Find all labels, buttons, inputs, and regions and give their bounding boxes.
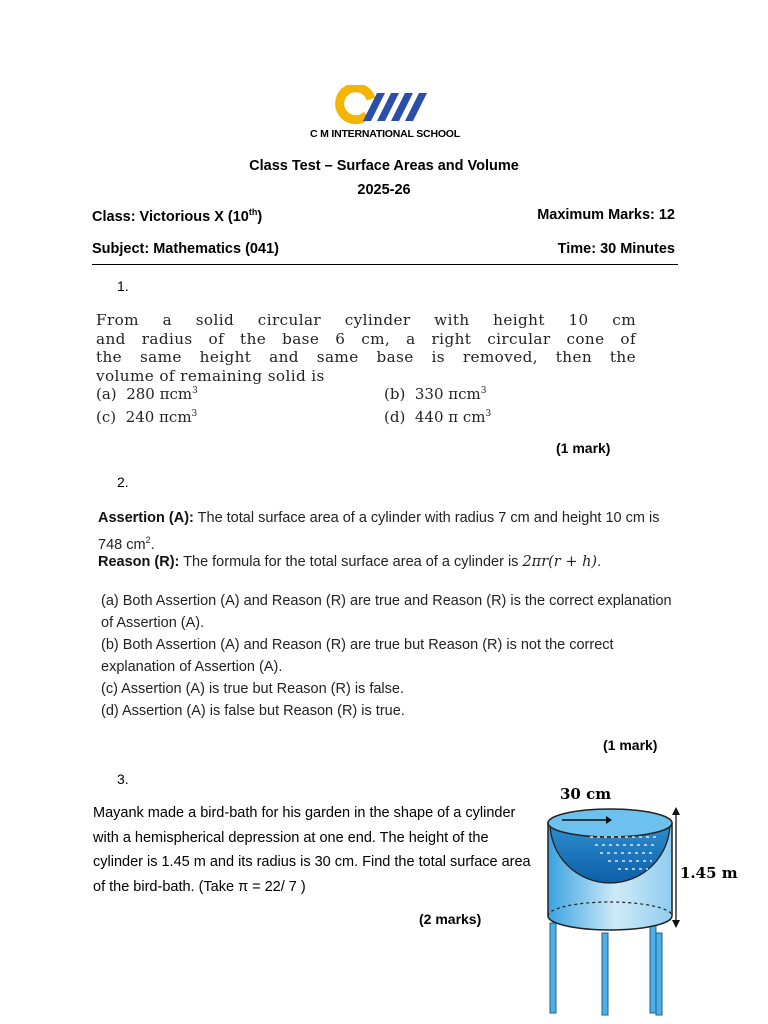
question-1-option-d: (d) 440 π $cm^3$ xyxy=(384,408,492,426)
question-3-text: Mayank made a bird-bath for his garden in the shape of a cylinder with a hemispherical depression at one end. The height of the cylinder is 1.45 m and its radius is 30 cm. Find the total surface area of the bird-bath. (Take π = 22/ 7 ) xyxy=(93,805,531,895)
height-label: 1.45 m xyxy=(680,864,738,882)
time-label: Time: 30 Minutes xyxy=(557,241,675,257)
question-2-number: 2. xyxy=(117,474,129,490)
school-name: C M INTERNATIONAL SCHOOL xyxy=(310,128,460,140)
question-2-option-d: (d) Assertion (A) is false but Reason (R) is true. xyxy=(101,703,405,719)
radius-label: 30 cm xyxy=(560,785,612,803)
question-2-option-c: (c) Assertion (A) is true but Reason (R) is false. xyxy=(101,681,404,697)
question-2-assertion: Assertion (A): The total surface area of a cylinder with radius 7 cm and height 10 cm is 748 $cm^2$. xyxy=(98,510,660,553)
page-title: Class Test – Surface Areas and Volume xyxy=(249,158,519,174)
max-marks: Maximum Marks: 12 xyxy=(537,207,675,223)
question-2-options xyxy=(101,590,681,722)
question-2-option-a: (a) Both Assertion (A) and Reason (R) are true and Reason (R) is the correct explanation of Assertion (A). xyxy=(101,593,672,631)
subject-label: Subject: Mathematics (041) xyxy=(92,241,279,257)
question-1-number: 1. xyxy=(117,278,129,294)
class-label: Class: Victorious X (10th) xyxy=(92,207,263,225)
question-3-marks: (2 marks) xyxy=(419,911,482,927)
question-1-option-c: (c) 240 πcm$^3$ xyxy=(96,408,198,426)
question-3-number: 3. xyxy=(117,771,129,787)
question-1-option-a: (a) 280 πcm$^3$ xyxy=(96,385,198,403)
bird-bath-figure xyxy=(540,783,765,1018)
question-1-option-b: (b) 330 πcm$^3$ xyxy=(384,385,487,403)
question-2-marks: (1 mark) xyxy=(603,737,658,753)
question-2-option-b: (b) Both Assertion (A) and Reason (R) are true but Reason (R) is not the correct explanation of Assertion (A). xyxy=(101,637,614,675)
academic-year: 2025-26 xyxy=(357,182,411,198)
question-1-text: From a solid circular cylinder with height 10 cm and radius of the base 6 cm, a right circular cone of the same height and same base is removed, then the volume of remaining solid is xyxy=(96,311,636,385)
question-1-marks: (1 mark) xyxy=(556,440,611,456)
question-2-reason: Reason (R): The formula for the total surface area of a cylinder is 2πr(r + h). xyxy=(98,554,602,570)
header-divider xyxy=(92,264,678,265)
